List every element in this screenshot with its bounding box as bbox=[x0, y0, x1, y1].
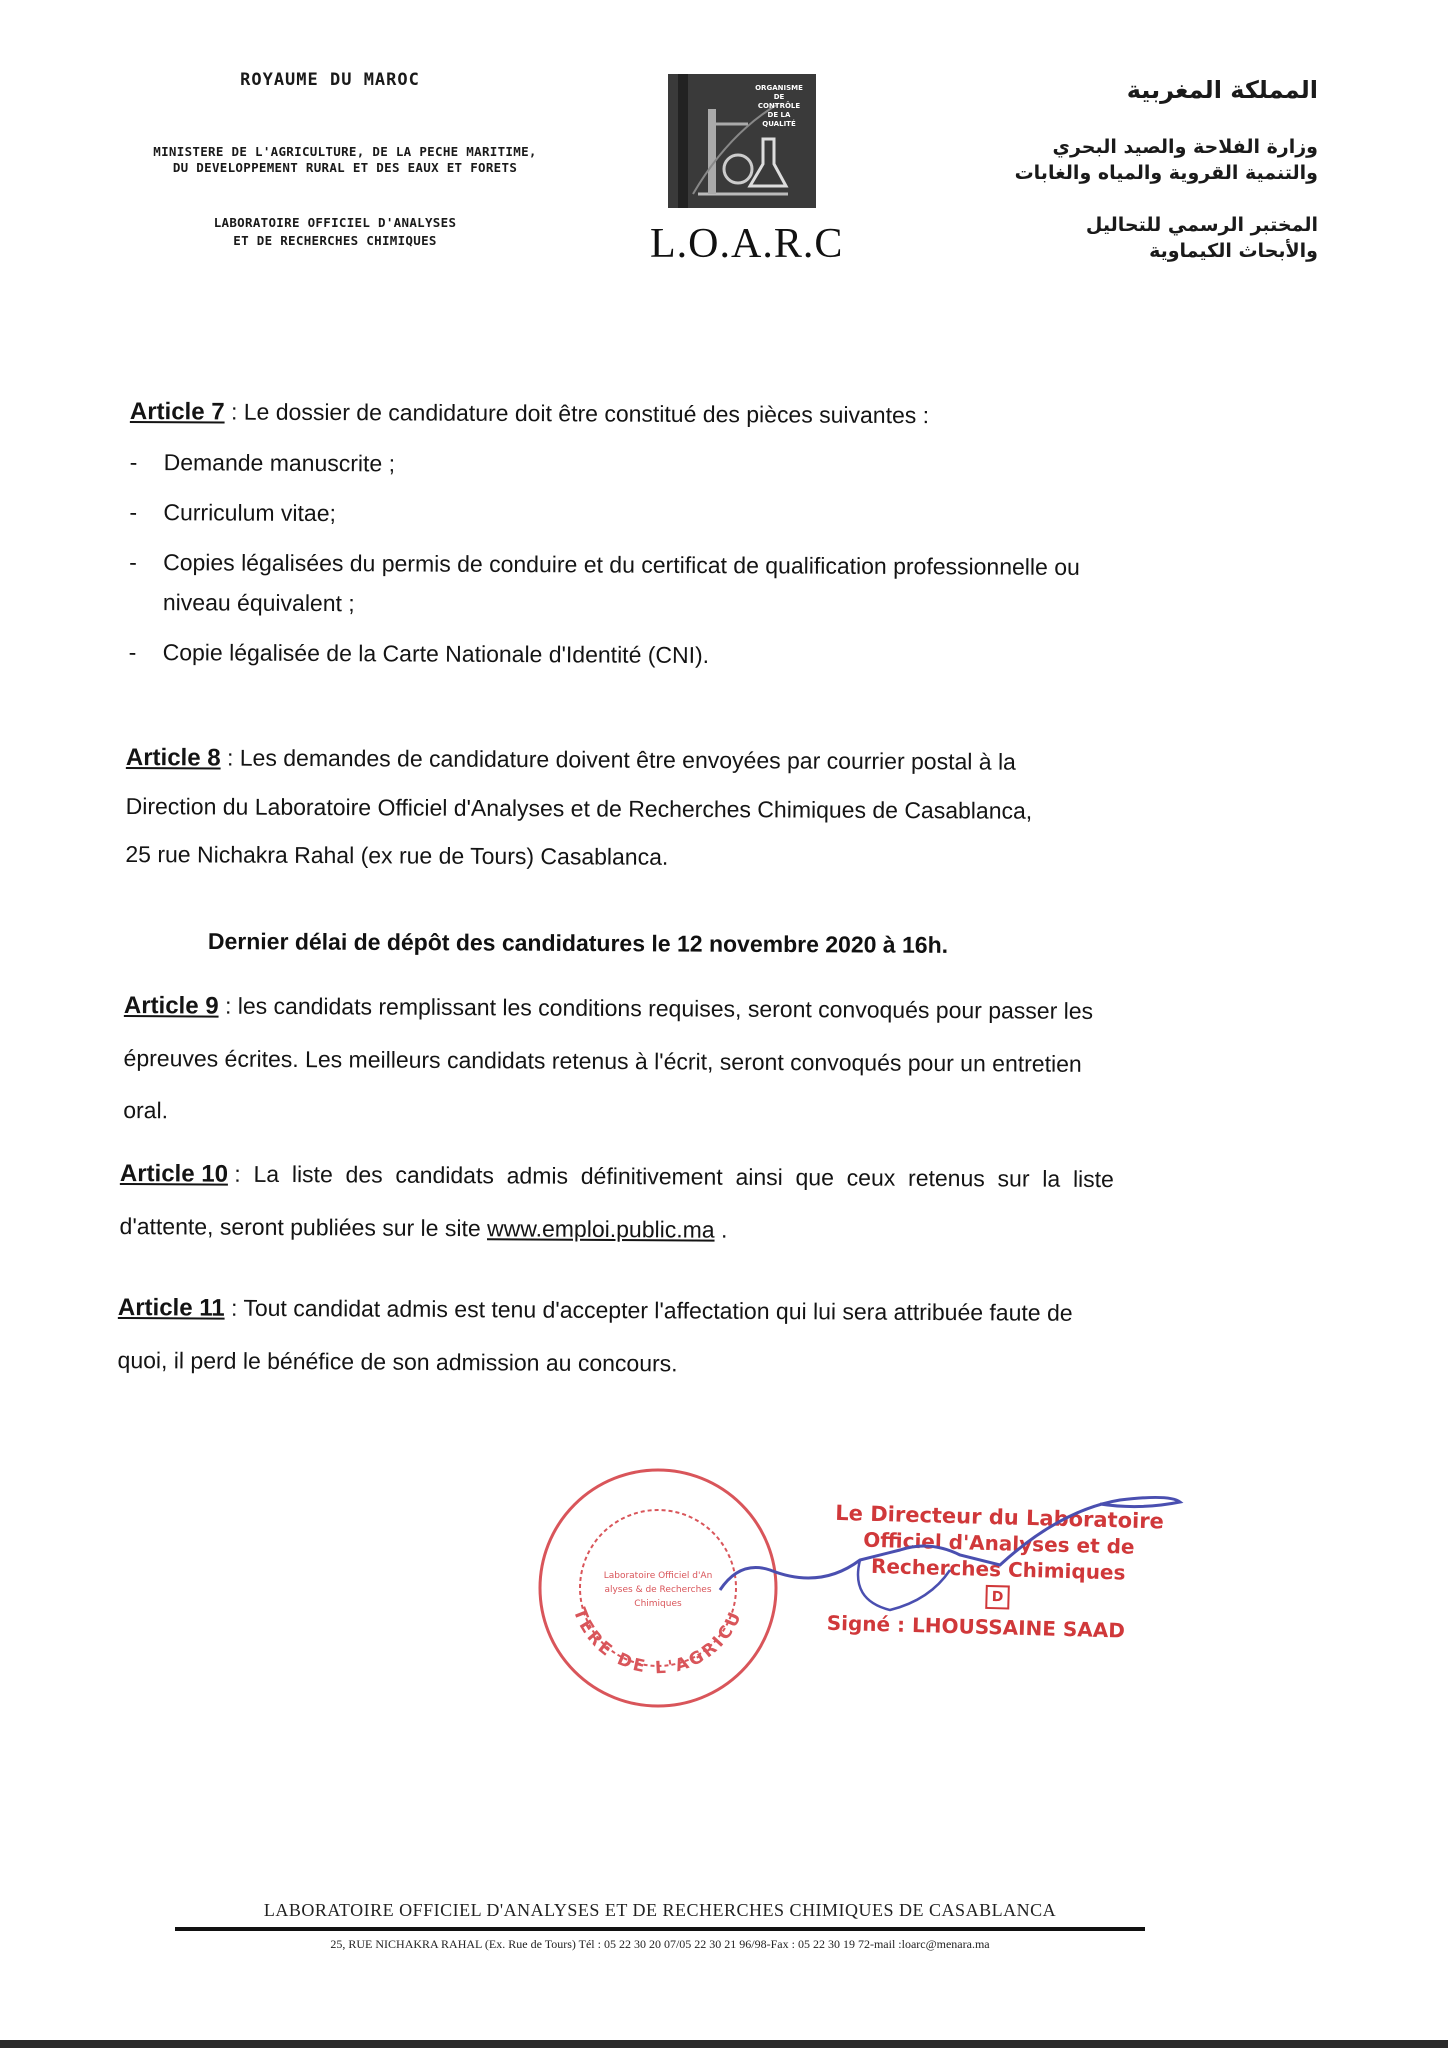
loarc-logo bbox=[668, 74, 816, 208]
signature-scribble-icon bbox=[700, 1480, 1220, 1630]
article-7-intro bbox=[130, 396, 1280, 433]
footer-divider bbox=[175, 1927, 1145, 1931]
signature-title-line3: Recherches Chimiques bbox=[870, 1553, 1126, 1585]
footer-title: LABORATOIRE OFFICIEL D'ANALYSES ET DE RECHERCHES CHIMIQUES DE CASABLANCA bbox=[263, 1900, 1057, 1920]
logo-caption bbox=[746, 84, 812, 129]
article-8-line1 bbox=[126, 742, 1276, 779]
logo-caption-line: DE bbox=[773, 93, 785, 101]
logo-name: L.O.A.R.C bbox=[650, 221, 844, 267]
article-7-label: Article 7 bbox=[129, 397, 225, 426]
article-10-text: : La liste des candidats admis définitivement ainsi que ceux retenus sur la liste bbox=[227, 1160, 1114, 1193]
article-10-text-before: d'attente, seront publiées sur le site bbox=[119, 1212, 488, 1242]
header-ministry-ar-line1: وزارة الفلاحة والصيد البحري bbox=[1052, 136, 1318, 158]
header-country: ROYAUME DU MAROC bbox=[240, 70, 420, 90]
article-10-line2 bbox=[119, 1211, 1269, 1248]
list-item-text: Copie légalisée de la Carte Nationale d'Identité (CNI). bbox=[162, 639, 710, 669]
list-item-text: Demande manuscrite ; bbox=[163, 449, 396, 477]
header-ministry-ar bbox=[938, 134, 1318, 186]
article-11-line2: quoi, il perd le bénéfice de son admission au concours. bbox=[117, 1346, 678, 1377]
handwritten-signature bbox=[700, 1480, 1220, 1630]
article-11-text: : Tout candidat admis est tenu d'accepter l'affectation qui lui sera attribuée faute de bbox=[224, 1294, 1073, 1326]
article-9-line1 bbox=[124, 990, 1274, 1028]
list-item: - Copies légalisées du permis de conduire et du certificat de qualification professionnelle ou bbox=[129, 548, 1080, 580]
signature-title-line2: Officiel d'Analyses et de bbox=[863, 1527, 1135, 1559]
article-10-line1 bbox=[120, 1158, 1270, 1196]
scan-edge bbox=[0, 2040, 1448, 2048]
article-10-text-after: . bbox=[714, 1216, 728, 1243]
header-lab-line2: ET DE RECHERCHES CHIMIQUES bbox=[233, 233, 437, 248]
article-11 bbox=[117, 1292, 1268, 1404]
article-8-label: Article 8 bbox=[125, 744, 221, 772]
header-ministry-ar-line2: والتنمية القروية والمياه والغابات bbox=[1014, 162, 1318, 184]
signatory-name: Signé : LHOUSSAINE SAAD bbox=[826, 1610, 1126, 1643]
header-lab bbox=[160, 214, 510, 250]
header-country-ar: المملكة المغربية bbox=[1126, 76, 1318, 104]
deadline-notice: Dernier délai de dépôt des candidatures le 12 novembre 2020 à 16h. bbox=[207, 928, 949, 958]
header-ministry-line1: MINISTERE DE L'AGRICULTURE, DE LA PECHE MARITIME, bbox=[153, 144, 537, 159]
header-ministry bbox=[110, 144, 580, 176]
logo-caption-line: CONTRÔLE bbox=[757, 102, 801, 110]
article-9-line3: oral. bbox=[123, 1096, 169, 1124]
article-8-line3: 25 rue Nichakra Rahal (ex rue de Tours) Casablanca. bbox=[125, 840, 669, 870]
article-9-label: Article 9 bbox=[123, 991, 219, 1020]
logo-caption-line: DE LA bbox=[767, 111, 791, 119]
article-10 bbox=[119, 1158, 1270, 1270]
article-9-line2: épreuves écrites. Les meilleurs candidats retenus à l'écrit, seront convoqués pour un entretien bbox=[123, 1044, 1082, 1077]
header-lab-line1: LABORATOIRE OFFICIEL D'ANALYSES bbox=[213, 215, 457, 230]
logo-caption-line: ORGANISME bbox=[755, 84, 803, 92]
list-item-continuation: niveau équivalent ; bbox=[162, 589, 355, 617]
stamp-inner-line: Chimiques bbox=[634, 1599, 682, 1609]
logo-caption-line: QUALITÉ bbox=[762, 120, 796, 128]
article-7-text: : Le dossier de candidature doit être constitué des pièces suivantes : bbox=[224, 398, 930, 429]
signature-mark: D bbox=[985, 1585, 1010, 1610]
list-item: - Demande manuscrite ; bbox=[129, 448, 396, 477]
header-lab-ar-line1: المختبر الرسمي للتحاليل bbox=[1085, 214, 1318, 236]
article-9 bbox=[123, 990, 1274, 1154]
stamp-inner-line: Laboratoire Officiel d'An bbox=[603, 1571, 713, 1581]
stamp-inner-line: alyses & de Recherches bbox=[604, 1585, 712, 1595]
emploi-public-link[interactable]: www.emploi.public.ma bbox=[486, 1215, 715, 1243]
article-11-label: Article 11 bbox=[117, 1294, 225, 1322]
list-item-text: Copies légalisées du permis de conduire et du certificat de qualification professionnelle ou bbox=[163, 549, 1080, 580]
article-11-line1 bbox=[118, 1292, 1268, 1330]
footer-address: 25, RUE NICHAKRA RAHAL (Ex. Rue de Tours) Tél : 05 22 30 20 07/05 22 30 21 96/98-Fax : 05 22 30 19 72-mail :loarc@menara.ma bbox=[330, 1937, 990, 1951]
article-8 bbox=[125, 742, 1276, 893]
article-10-label: Article 10 bbox=[119, 1160, 229, 1188]
stamp-outer-text: TERE DE L'AGRICU bbox=[568, 1605, 747, 1679]
article-8-line2: Direction du Laboratoire Officiel d'Analyses et de Recherches Chimiques de Casablanca, bbox=[125, 792, 1033, 824]
article-9-text: : les candidats remplissant les conditions requises, seront convoqués pour passer les bbox=[218, 992, 1094, 1024]
list-item: - Curriculum vitae; bbox=[129, 498, 337, 527]
list-item: - Copie légalisée de la Carte Nationale d'Identité (CNI). bbox=[128, 638, 710, 669]
signature-title-line1: Le Directeur du Laboratoire bbox=[835, 1500, 1165, 1534]
article-8-text: : Les demandes de candidature doivent être envoyées par courrier postal à la bbox=[220, 744, 1016, 775]
header-lab-ar-line2: والأبحاث الكيماوية bbox=[1149, 240, 1318, 262]
header-lab-ar bbox=[978, 212, 1318, 264]
list-item-text: Curriculum vitae; bbox=[163, 499, 337, 527]
header-ministry-line2: DU DEVELOPPEMENT RURAL ET DES EAUX ET FORETS bbox=[172, 160, 518, 175]
article-7 bbox=[129, 396, 1280, 673]
